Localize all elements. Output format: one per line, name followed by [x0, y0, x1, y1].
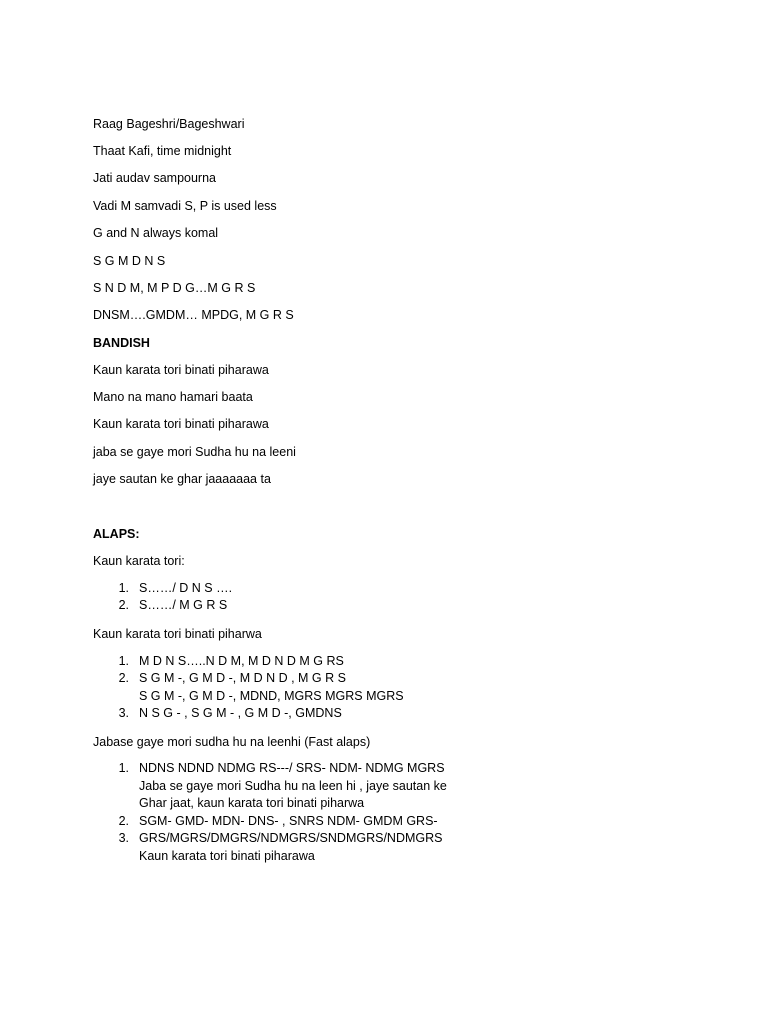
list-text-continued: Ghar jaat, kaun karata tori binati piharwa — [139, 796, 365, 810]
aroha-line: S G M D N S — [93, 254, 166, 268]
jati-line: Jati audav sampourna — [93, 171, 216, 185]
bandish-line: Mano na mano hamari baata — [93, 390, 253, 404]
list-number: 1. — [118, 654, 129, 668]
list-text: SGM- GMD- MDN- DNS- , SNRS NDM- GMDM GRS- — [139, 814, 438, 828]
bandish-line: Kaun karata tori binati piharawa — [93, 363, 269, 377]
alap-section-title: Kaun karata tori: — [93, 554, 185, 568]
komal-line: G and N always komal — [93, 226, 219, 240]
list-text-continued: Kaun karata tori binati piharawa — [139, 849, 315, 863]
bandish-line: Kaun karata tori binati piharawa — [93, 417, 269, 431]
alaps-heading: ALAPS: — [93, 527, 140, 541]
list-text: S……/ M G R S — [139, 598, 228, 612]
list-text: N S G - , S G M - , G M D -, GMDNS — [139, 706, 342, 720]
pakad-line: DNSM….GMDM… MPDG, M G R S — [93, 308, 294, 322]
alap-section-title: Kaun karata tori binati piharwa — [93, 627, 262, 641]
list-text: NDNS NDND NDMG RS---/ SRS- NDM- NDMG MGRS — [139, 761, 445, 775]
thaat-line: Thaat Kafi, time midnight — [93, 144, 232, 158]
list-number: 3. — [118, 706, 129, 720]
vadi-line: Vadi M samvadi S, P is used less — [93, 199, 277, 213]
bandish-line: jaba se gaye mori Sudha hu na leeni — [93, 445, 296, 459]
list-text-continued: S G M -, G M D -, MDND, MGRS MGRS MGRS — [139, 689, 404, 703]
list-text: S G M -, G M D -, M D N D , M G R S — [139, 671, 346, 685]
list-number: 1. — [118, 581, 129, 595]
raag-title: Raag Bageshri/Bageshwari — [93, 117, 245, 131]
bandish-heading: BANDISH — [93, 336, 150, 350]
list-text: GRS/MGRS/DMGRS/NDMGRS/SNDMGRS/NDMGRS — [139, 831, 443, 845]
list-number: 2. — [118, 671, 129, 685]
list-number: 1. — [118, 761, 129, 775]
list-text: M D N S…..N D M, M D N D M G RS — [139, 654, 344, 668]
list-text-continued: Jaba se gaye mori Sudha hu na leen hi , jaye sautan ke — [139, 779, 447, 793]
avaroha-line: S N D M, M P D G…M G R S — [93, 281, 256, 295]
list-number: 2. — [118, 598, 129, 612]
alap-section-title: Jabase gaye mori sudha hu na leenhi (Fast alaps) — [93, 735, 371, 749]
list-number: 3. — [118, 831, 129, 845]
list-number: 2. — [118, 814, 129, 828]
list-text: S……/ D N S …. — [139, 581, 233, 595]
bandish-line: jaye sautan ke ghar jaaaaaaa ta — [93, 472, 271, 486]
